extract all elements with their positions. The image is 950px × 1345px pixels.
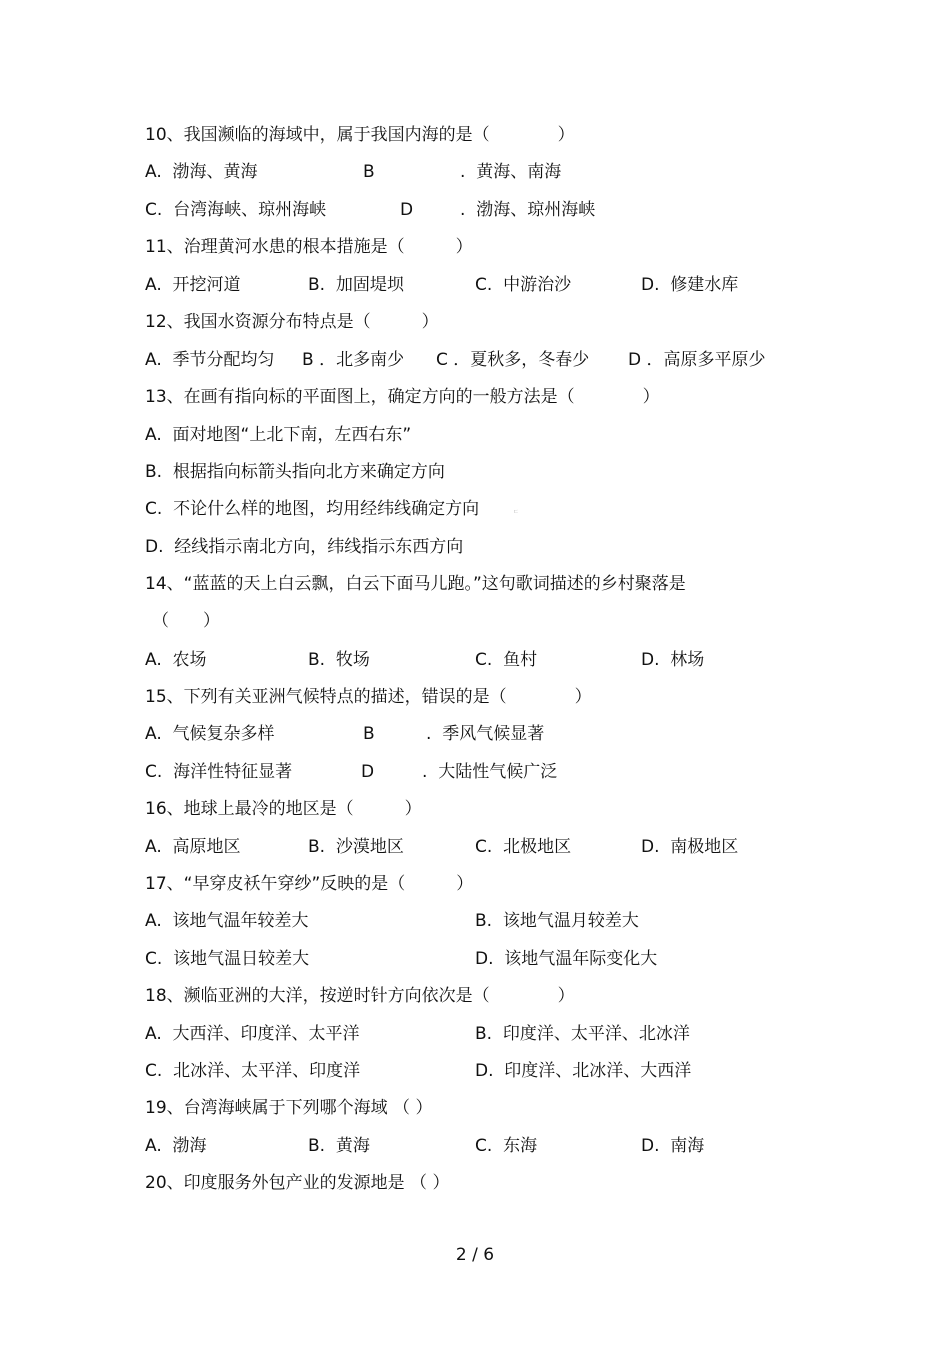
- text-segment: C. 东海: [475, 1136, 538, 1156]
- text-segment: D. 南极地区: [641, 837, 739, 857]
- text-segment: C ．夏秋多，冬春少: [436, 350, 590, 370]
- text-line: [0, 195, 950, 225]
- text-line: [0, 232, 950, 262]
- text-line: [0, 569, 950, 599]
- text-line: [0, 345, 950, 375]
- text-segment: D. 该地气温年际变化大: [475, 949, 658, 969]
- text-segment: . 黄海、南海: [460, 162, 562, 182]
- text-segment: A. 高原地区: [145, 837, 241, 857]
- text-line: [0, 1168, 950, 1198]
- text-segment: D. 修建水库: [641, 275, 739, 295]
- text-segment: A. 开挖河道: [145, 275, 241, 295]
- text-line: [0, 120, 950, 150]
- text-segment: B. 根据指向标箭头指向北方来确定方向: [145, 462, 445, 482]
- text-segment: D. 经线指示南北方向，纬线指示东西方向: [145, 537, 464, 557]
- text-line: [0, 757, 950, 787]
- text-segment: 17、“早穿皮袄午穿纱”反映的是（ ）: [145, 874, 474, 894]
- text-segment: . 大陆性气候广泛: [422, 762, 558, 782]
- text-segment: C. 鱼村: [475, 650, 538, 670]
- text-line: [0, 1093, 950, 1123]
- text-segment: B. 加固堤坝: [308, 275, 404, 295]
- text-line: [0, 832, 950, 862]
- scan-speck: ㄷ: [513, 509, 519, 516]
- text-line: [0, 682, 950, 712]
- text-segment: B. 牧场: [308, 650, 370, 670]
- text-line: [0, 420, 950, 450]
- text-line: [0, 457, 950, 487]
- text-segment: B. 印度洋、太平洋、北冰洋: [475, 1024, 690, 1044]
- text-line: [0, 719, 950, 749]
- text-segment: 16、地球上最冷的地区是（ ）: [145, 799, 422, 819]
- text-segment: C. 海洋性特征显著: [145, 762, 293, 782]
- text-line: [0, 157, 950, 187]
- text-segment: B ．北多南少: [302, 350, 405, 370]
- text-segment: B: [363, 162, 375, 182]
- text-segment: D: [400, 200, 414, 220]
- text-segment: . 季风气候显著: [426, 724, 545, 744]
- text-line: [0, 494, 950, 524]
- text-line: [0, 1131, 950, 1161]
- text-segment: 20、印度服务外包产业的发源地是 （ ）: [145, 1173, 450, 1193]
- text-segment: A. 大西洋、印度洋、太平洋: [145, 1024, 360, 1044]
- text-segment: 11、治理黄河水患的根本措施是（ ）: [145, 237, 473, 257]
- text-segment: C. 不论什么样的地图，均用经纬线确定方向: [145, 499, 480, 519]
- text-segment: 18、濒临亚洲的大洋，按逆时针方向依次是（ ）: [145, 986, 575, 1006]
- text-segment: A. 农场: [145, 650, 207, 670]
- text-segment: B. 黄海: [308, 1136, 370, 1156]
- text-line: [0, 645, 950, 675]
- text-segment: 15、下列有关亚洲气候特点的描述，错误的是（ ）: [145, 687, 592, 707]
- text-segment: D. 印度洋、北冰洋、大西洋: [475, 1061, 692, 1081]
- text-segment: A. 该地气温年较差大: [145, 911, 309, 931]
- text-line: [0, 270, 950, 300]
- text-segment: D. 南海: [641, 1136, 705, 1156]
- text-line: [0, 944, 950, 974]
- text-segment: C. 北冰洋、太平洋、印度洋: [145, 1061, 361, 1081]
- text-line: [0, 794, 950, 824]
- text-segment: （ ）: [152, 611, 220, 631]
- text-line: [0, 532, 950, 562]
- text-segment: C. 该地气温日较差大: [145, 949, 310, 969]
- text-segment: D: [361, 762, 375, 782]
- text-line: [0, 1056, 950, 1086]
- text-line: [0, 981, 950, 1011]
- text-segment: A. 渤海: [145, 1136, 207, 1156]
- text-segment: A. 面对地图“上北下南，左西右东”: [145, 425, 412, 445]
- text-segment: A. 季节分配均匀: [145, 350, 275, 370]
- text-line: [0, 869, 950, 899]
- text-segment: D. 林场: [641, 650, 705, 670]
- text-line: [0, 606, 950, 636]
- text-segment: 14、“蓝蓝的天上白云飘，白云下面马儿跑。”这句歌词描述的乡村聚落是: [145, 574, 686, 594]
- text-segment: A. 渤海、黄海: [145, 162, 258, 182]
- text-segment: B: [363, 724, 375, 744]
- page-number: 2 / 6: [455, 1245, 495, 1265]
- text-segment: 19、台湾海峡属于下列哪个海域 （ ）: [145, 1098, 433, 1118]
- text-segment: C. 北极地区: [475, 837, 572, 857]
- text-line: [0, 906, 950, 936]
- text-line: [0, 307, 950, 337]
- text-segment: 13、在画有指向标的平面图上，确定方向的一般方法是（ ）: [145, 387, 660, 407]
- text-segment: 10、我国濒临的海域中，属于我国内海的是（ ）: [145, 125, 575, 145]
- text-line: [0, 1019, 950, 1049]
- text-segment: C. 台湾海峡、琼州海峡: [145, 200, 327, 220]
- text-segment: D ．高原多平原少: [628, 350, 766, 370]
- text-segment: 12、我国水资源分布特点是（ ）: [145, 312, 439, 332]
- text-segment: B. 该地气温月较差大: [475, 911, 639, 931]
- text-segment: A. 气候复杂多样: [145, 724, 275, 744]
- text-line: [0, 382, 950, 412]
- text-segment: C. 中游治沙: [475, 275, 572, 295]
- text-segment: . 渤海、琼州海峡: [460, 200, 596, 220]
- text-segment: B. 沙漠地区: [308, 837, 404, 857]
